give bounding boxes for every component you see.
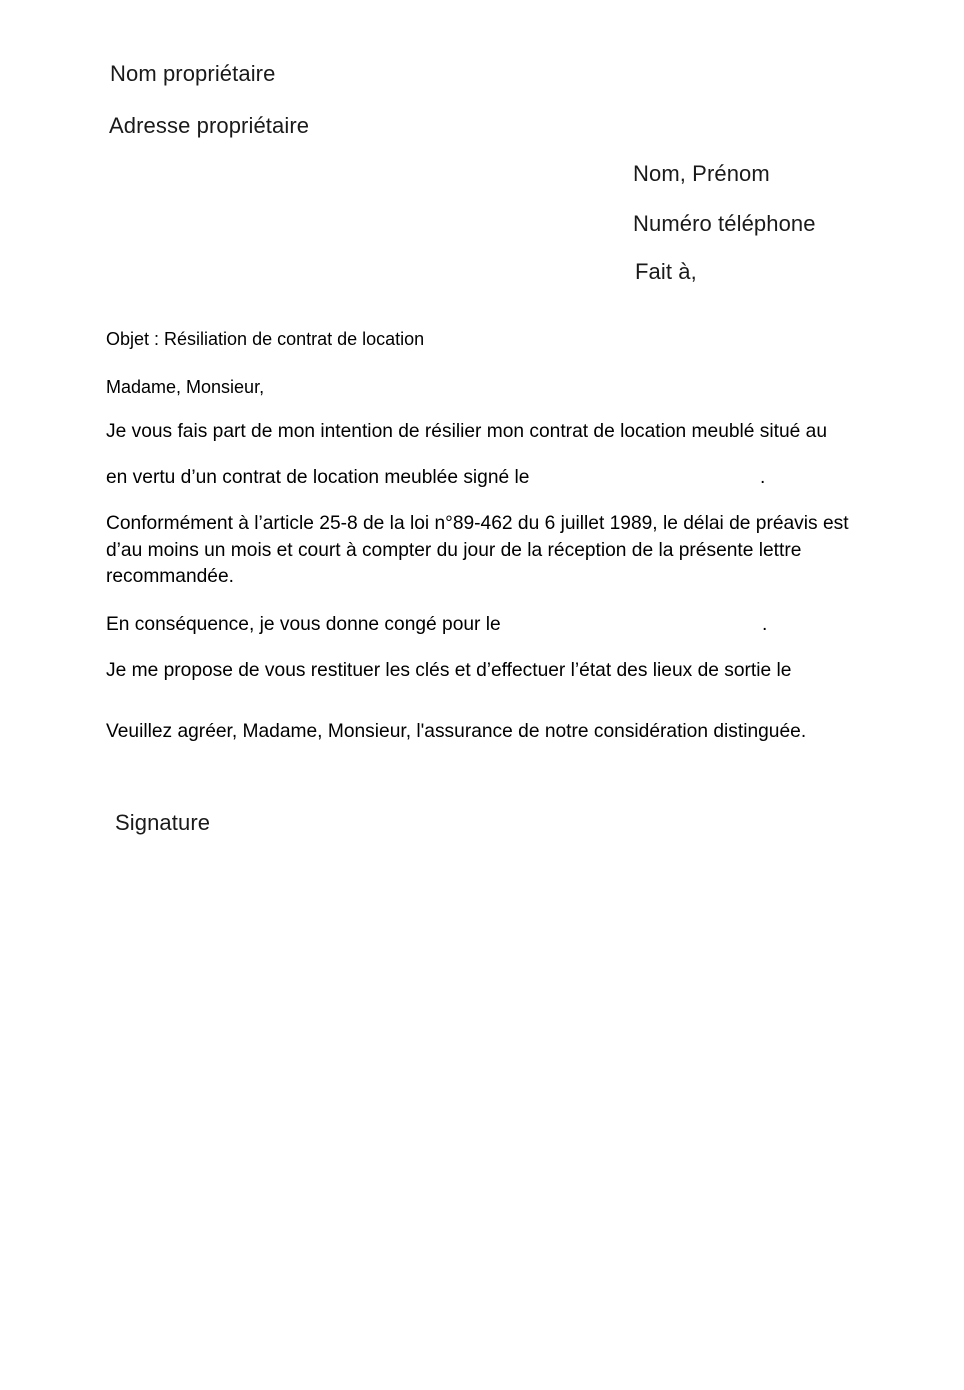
owner-address: Adresse propriétaire — [109, 113, 310, 138]
intent-paragraph: Je vous fais part de mon intention de résilier mon contrat de location meublé situé au — [106, 421, 828, 442]
signature-label: Signature — [115, 810, 211, 835]
subject-line: Objet : Résiliation de contrat de location — [106, 329, 425, 349]
contract-date-period: . — [760, 467, 766, 488]
notice-paragraph: Conformément à l’article 25-8 de la loi n°89-462 du 6 juillet 1989, le délai de préavis est d’au moins un mois et court à compter du jour de la réception de la présente lettre recommandée. — [106, 513, 849, 587]
closing-formula: Veuillez agréer, Madame, Monsieur, l'assurance de notre considération distinguée. — [106, 721, 807, 742]
leave-date-period: . — [762, 614, 768, 635]
keys-return-line: Je me propose de vous restituer les clés et d’effectuer l’état des lieux de sortie le — [106, 660, 792, 681]
tenant-phone: Numéro téléphone — [633, 211, 816, 236]
tenant-name: Nom, Prénom — [633, 161, 770, 186]
owner-name: Nom propriétaire — [110, 61, 276, 86]
leave-date-line: En conséquence, je vous donne congé pour le — [106, 614, 501, 635]
salutation: Madame, Monsieur, — [106, 377, 265, 397]
place-date: Fait à, — [635, 259, 697, 284]
contract-date-line: en vertu d’un contrat de location meublée signé le — [106, 467, 530, 488]
